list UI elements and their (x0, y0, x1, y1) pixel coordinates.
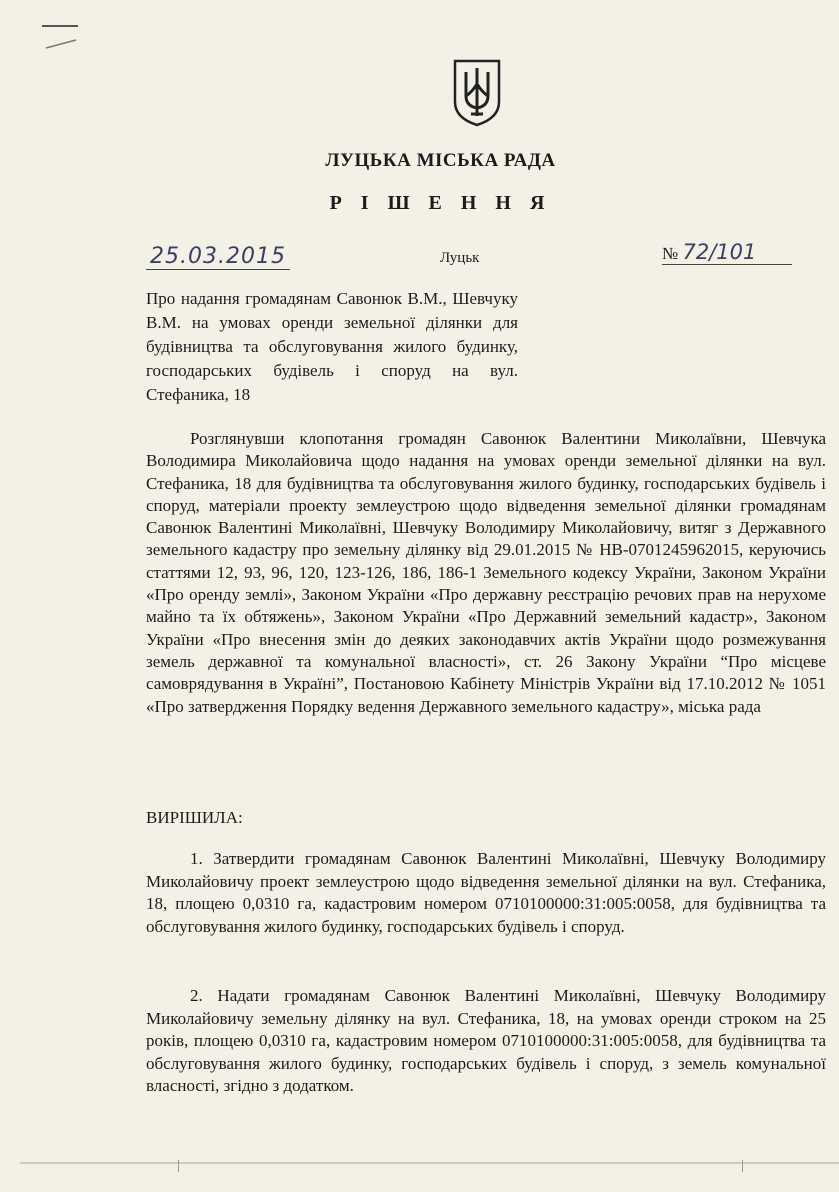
number-value: 72/101 (682, 240, 757, 264)
edge-tick (178, 1160, 179, 1172)
decision-number (662, 240, 792, 265)
coat-of-arms-trident-icon (452, 58, 502, 128)
number-prefix: № (662, 244, 679, 263)
decision-subject: Про надання громадянам Савонюк В.М., Шевчуку В.М. на умовах оренди земельної ділянки для будівництва та обслуговування жилого будинку, господарських будівель і споруд на вул. Стефаника, 18 (146, 289, 518, 404)
decision-item-1: 1. Затвердити громадянам Савонюк Валентині Миколаївні, Шевчуку Володимиру Миколайовичу проект землеустрою щодо відведення земельної ділянки на вул. Стефаника, 18, площею 0,0310 га, кадастровим номером 0710100000:31:005:0058, для будівництва та обслуговування жилого будинку, господарських будівель і споруд. (146, 849, 826, 936)
decision-item-2: 2. Надати громадянам Савонюк Валентині Миколаївні, Шевчуку Володимиру Миколайовичу земельну ділянку на вул. Стефаника, 18, на умовах оренди строком на 25 років, площею 0,0310 га, кадастровим номером 0710100000:31:005:0058, для будівництва та обслуговування жилого будинку, господарських будівель і споруд, з земель комунальної власності, згідно з додатком. (146, 986, 826, 1095)
decision-date: 25.03.2015 (146, 244, 290, 270)
edge-tick (742, 1160, 743, 1172)
scan-corner-marks (40, 10, 100, 50)
resolved-label: ВИРІШИЛА: (146, 808, 243, 827)
page-bottom-edge (20, 1162, 839, 1164)
decision-title: Р І Ш Е Н Н Я (329, 192, 552, 214)
council-name: ЛУЦЬКА МІСЬКА РАДА (325, 150, 556, 171)
city-name: Луцьк (440, 250, 480, 266)
preamble-paragraph: Розглянувши клопотання громадян Савонюк Валентини Миколаївни, Шевчука Володимира Миколайовича щодо надання на умовах оренди земельної ділянки на вул. Стефаника, 18 для будівництва та обслуговування жилого будинку, господарських будівель і споруд, матеріали проекту землеустрою щодо відведення земельної ділянки громадянам Савонюк Валентині Миколаївні, Шевчуку Володимиру Миколайовичу, витяг з Державного земельного кадастру про земельну ділянку від 29.01.2015 № НВ-0701245962015, керуючись статтями 12, 93, 96, 120, 123-126, 186, 186-1 Земельного кодексу України, Законом України «Про оренду землі», Законом України «Про державну реєстрацію речових прав на нерухоме майно та їх обтяжень», Законом України «Про Державний земельний кадастр», Законом України «Про внесення змін до деяких законодавчих актів України щодо розмежування земель державної та комунальної власності», ст. 26 Закону України “Про місцеве самоврядування в Україні”, Постановою Кабінету Міністрів України від 17.10.2012 № 1051 «Про затвердження Порядку ведення Державного земельного кадастру», міська рада (146, 429, 826, 716)
